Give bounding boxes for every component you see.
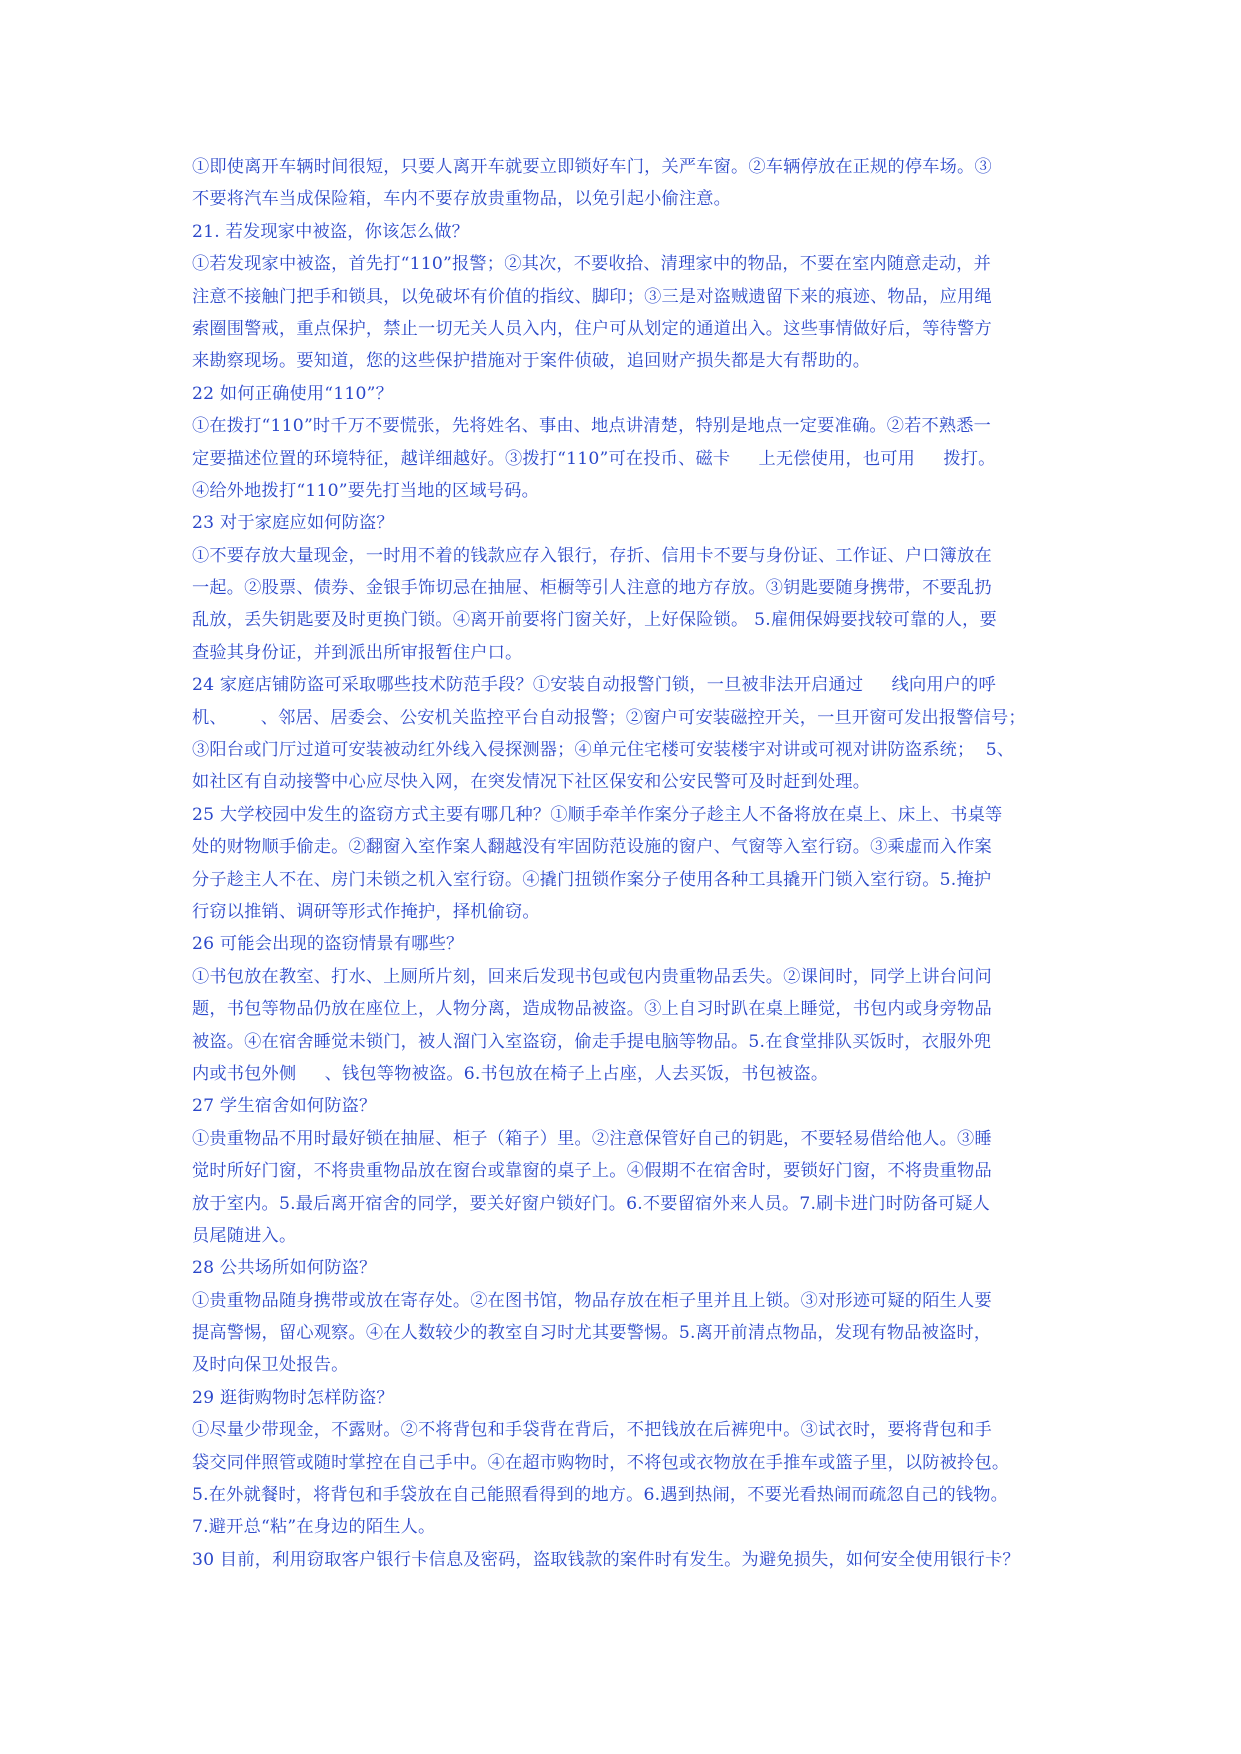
text-line: 题，书包等物品仍放在座位上，人物分离，造成物品被盗。③上自习时趴在桌上睡觉，书包内或身旁物品 bbox=[192, 999, 992, 1020]
text-line: ③阳台或门厅过道可安装被动红外线入侵探测器；④单元住宅楼可安装楼宇对讲或可视对讲防盗系统； 5、 bbox=[192, 740, 1015, 761]
text-line: 提高警惕，留心观察。④在人数较少的教室自习时尤其要警惕。5.离开前清点物品，发现有物品被盗时， bbox=[192, 1323, 992, 1344]
text-line: 袋交同伴照管或随时掌控在自己手中。④在超市购物时，不将包或衣物放在手推车或篮子里，以防被拎包。 bbox=[192, 1452, 1010, 1473]
text-line: 28 公共场所如何防盗？ bbox=[192, 1258, 377, 1279]
text-line: 如社区有自动接警中心应尽快入网，在突发情况下社区保安和公安民警可及时赶到处理。 bbox=[192, 772, 871, 793]
text-line: 内或书包外侧 、钱包等物被盗。6.书包放在椅子上占座，人去买饭，书包被盗。 bbox=[192, 1063, 829, 1084]
text-line: 机、 、邻居、居委会、公安机关监控平台自动报警；②窗户可安装磁控开关，一旦开窗可发出报警信号； bbox=[192, 707, 1026, 728]
text-line: 25 大学校园中发生的盗窃方式主要有哪几种？①顺手牵羊作案分子趁主人不备将放在桌上、床上、书桌等 bbox=[192, 804, 1003, 825]
text-line: 分子趁主人不在、房门未锁之机入室行窃。④撬门扭锁作案分子使用各种工具撬开门锁入室行窃。5.掩护 bbox=[192, 869, 992, 890]
text-line: 7.避开总“粘”在身边的陌生人。 bbox=[192, 1517, 436, 1538]
text-line: ④给外地拨打“110”要先打当地的区域号码。 bbox=[192, 480, 539, 501]
document-body bbox=[192, 151, 1062, 1576]
text-line: ①若发现家中被盗，首先打“110”报警；②其次，不要收拾、清理家中的物品，不要在室内随意走动，并 bbox=[192, 254, 992, 275]
text-line: 被盗。④在宿舍睡觉未锁门，被人溜门入室盗窃，偷走手提电脑等物品。5.在食堂排队买饭时，衣服外兜 bbox=[192, 1031, 992, 1052]
text-line: 23 对于家庭应如何防盗？ bbox=[192, 513, 394, 534]
text-line: 21. 若发现家中被盗，你该怎么做？ bbox=[192, 221, 470, 242]
text-line: ①不要存放大量现金，一时用不着的钱款应存入银行，存折、信用卡不要与身份证、工作证、户口簿放在 bbox=[192, 545, 992, 566]
text-line: ①在拨打“110”时千万不要慌张，先将姓名、事由、地点讲清楚，特别是地点一定要准确。②若不熟悉一 bbox=[192, 416, 992, 437]
text-line: 定要描述位置的环境特征，越详细越好。③拨打“110”可在投币、磁卡 上无偿使用，也可用 拨打。 bbox=[192, 448, 996, 469]
text-line: 29 逛街购物时怎样防盗？ bbox=[192, 1387, 394, 1408]
text-line: 查验其身份证，并到派出所审报暂住户口。 bbox=[192, 642, 523, 663]
text-line: ①书包放在教室、打水、上厕所片刻，回来后发现书包或包内贵重物品丢失。②课间时，同学上讲台问问 bbox=[192, 966, 992, 987]
text-line: 22 如何正确使用“110”？ bbox=[192, 383, 394, 404]
text-line: 觉时所好门窗，不将贵重物品放在窗台或靠窗的桌子上。④假期不在宿舍时，要锁好门窗，不将贵重物品 bbox=[192, 1161, 992, 1182]
text-line: ①即使离开车辆时间很短，只要人离开车就要立即锁好车门，关严车窗。②车辆停放在正规的停车场。③ bbox=[192, 157, 992, 177]
text-line: 员尾随进入。 bbox=[192, 1225, 297, 1246]
text-line: 及时向保卫处报告。 bbox=[192, 1355, 349, 1376]
text-line: 注意不接触门把手和锁具，以免破坏有价值的指纹、脚印；③三是对盗贼遗留下来的痕迹、物品，应用绳 bbox=[192, 286, 992, 307]
text-line: 行窃以推销、调研等形式作掩护，择机偷窃。 bbox=[192, 901, 540, 922]
text-line: 不要将汽车当成保险箱，车内不要存放贵重物品，以免引起小偷注意。 bbox=[192, 189, 732, 210]
text-line: 27 学生宿舍如何防盗？ bbox=[192, 1096, 377, 1117]
text-line: 5.在外就餐时，将背包和手袋放在自己能照看得到的地方。6.遇到热闹，不要光看热闹而疏忽自己的钱物。 bbox=[192, 1485, 1009, 1506]
text-line: 索圈围警戒，重点保护，禁止一切无关人员入内，住户可从划定的通道出入。这些事情做好后，等待警方 bbox=[192, 318, 992, 339]
text-line: 来勘察现场。要知道，您的这些保护措施对于案件侦破，追回财产损失都是大有帮助的。 bbox=[192, 351, 871, 372]
text-line: ①贵重物品不用时最好锁在抽屉、柜子（箱子）里。②注意保管好自己的钥匙，不要轻易借给他人。③睡 bbox=[192, 1128, 992, 1149]
text-line: 乱放，丢失钥匙要及时更换门锁。④离开前要将门窗关好，上好保险锁。 5.雇佣保姆要找较可靠的人，要 bbox=[192, 610, 997, 631]
text-line: 26 可能会出现的盗窃情景有哪些？ bbox=[192, 934, 464, 955]
text-line: 放于室内。5.最后离开宿舍的同学，要关好窗户锁好门。6.不要留宿外来人员。7.刷卡进门时防备可疑人 bbox=[192, 1193, 991, 1214]
text-line: 一起。②股票、债券、金银手饰切忌在抽屉、柜橱等引人注意的地方存放。③钥匙要随身携带，不要乱扔 bbox=[192, 578, 992, 599]
text-line: 处的财物顺手偷走。②翻窗入室作案人翻越没有牢固防范设施的窗户、气窗等入室行窃。③乘虚而入作案 bbox=[192, 837, 992, 858]
text-line: 24 家庭店铺防盗可采取哪些技术防范手段？①安装自动报警门锁，一旦被非法开启通过 线向用户的呼 bbox=[192, 675, 996, 696]
text-line: ①尽量少带现金，不露财。②不将背包和手袋背在背后，不把钱放在后裤兜中。③试衣时，要将背包和手 bbox=[192, 1420, 992, 1441]
text-line: ①贵重物品随身携带或放在寄存处。②在图书馆，物品存放在柜子里并且上锁。③对形迹可疑的陌生人要 bbox=[192, 1290, 992, 1311]
text-line: 30 目前，利用窃取客户银行卡信息及密码，盗取钱款的案件时有发生。为避免损失，如何安全使用银行卡？ bbox=[192, 1549, 1020, 1570]
